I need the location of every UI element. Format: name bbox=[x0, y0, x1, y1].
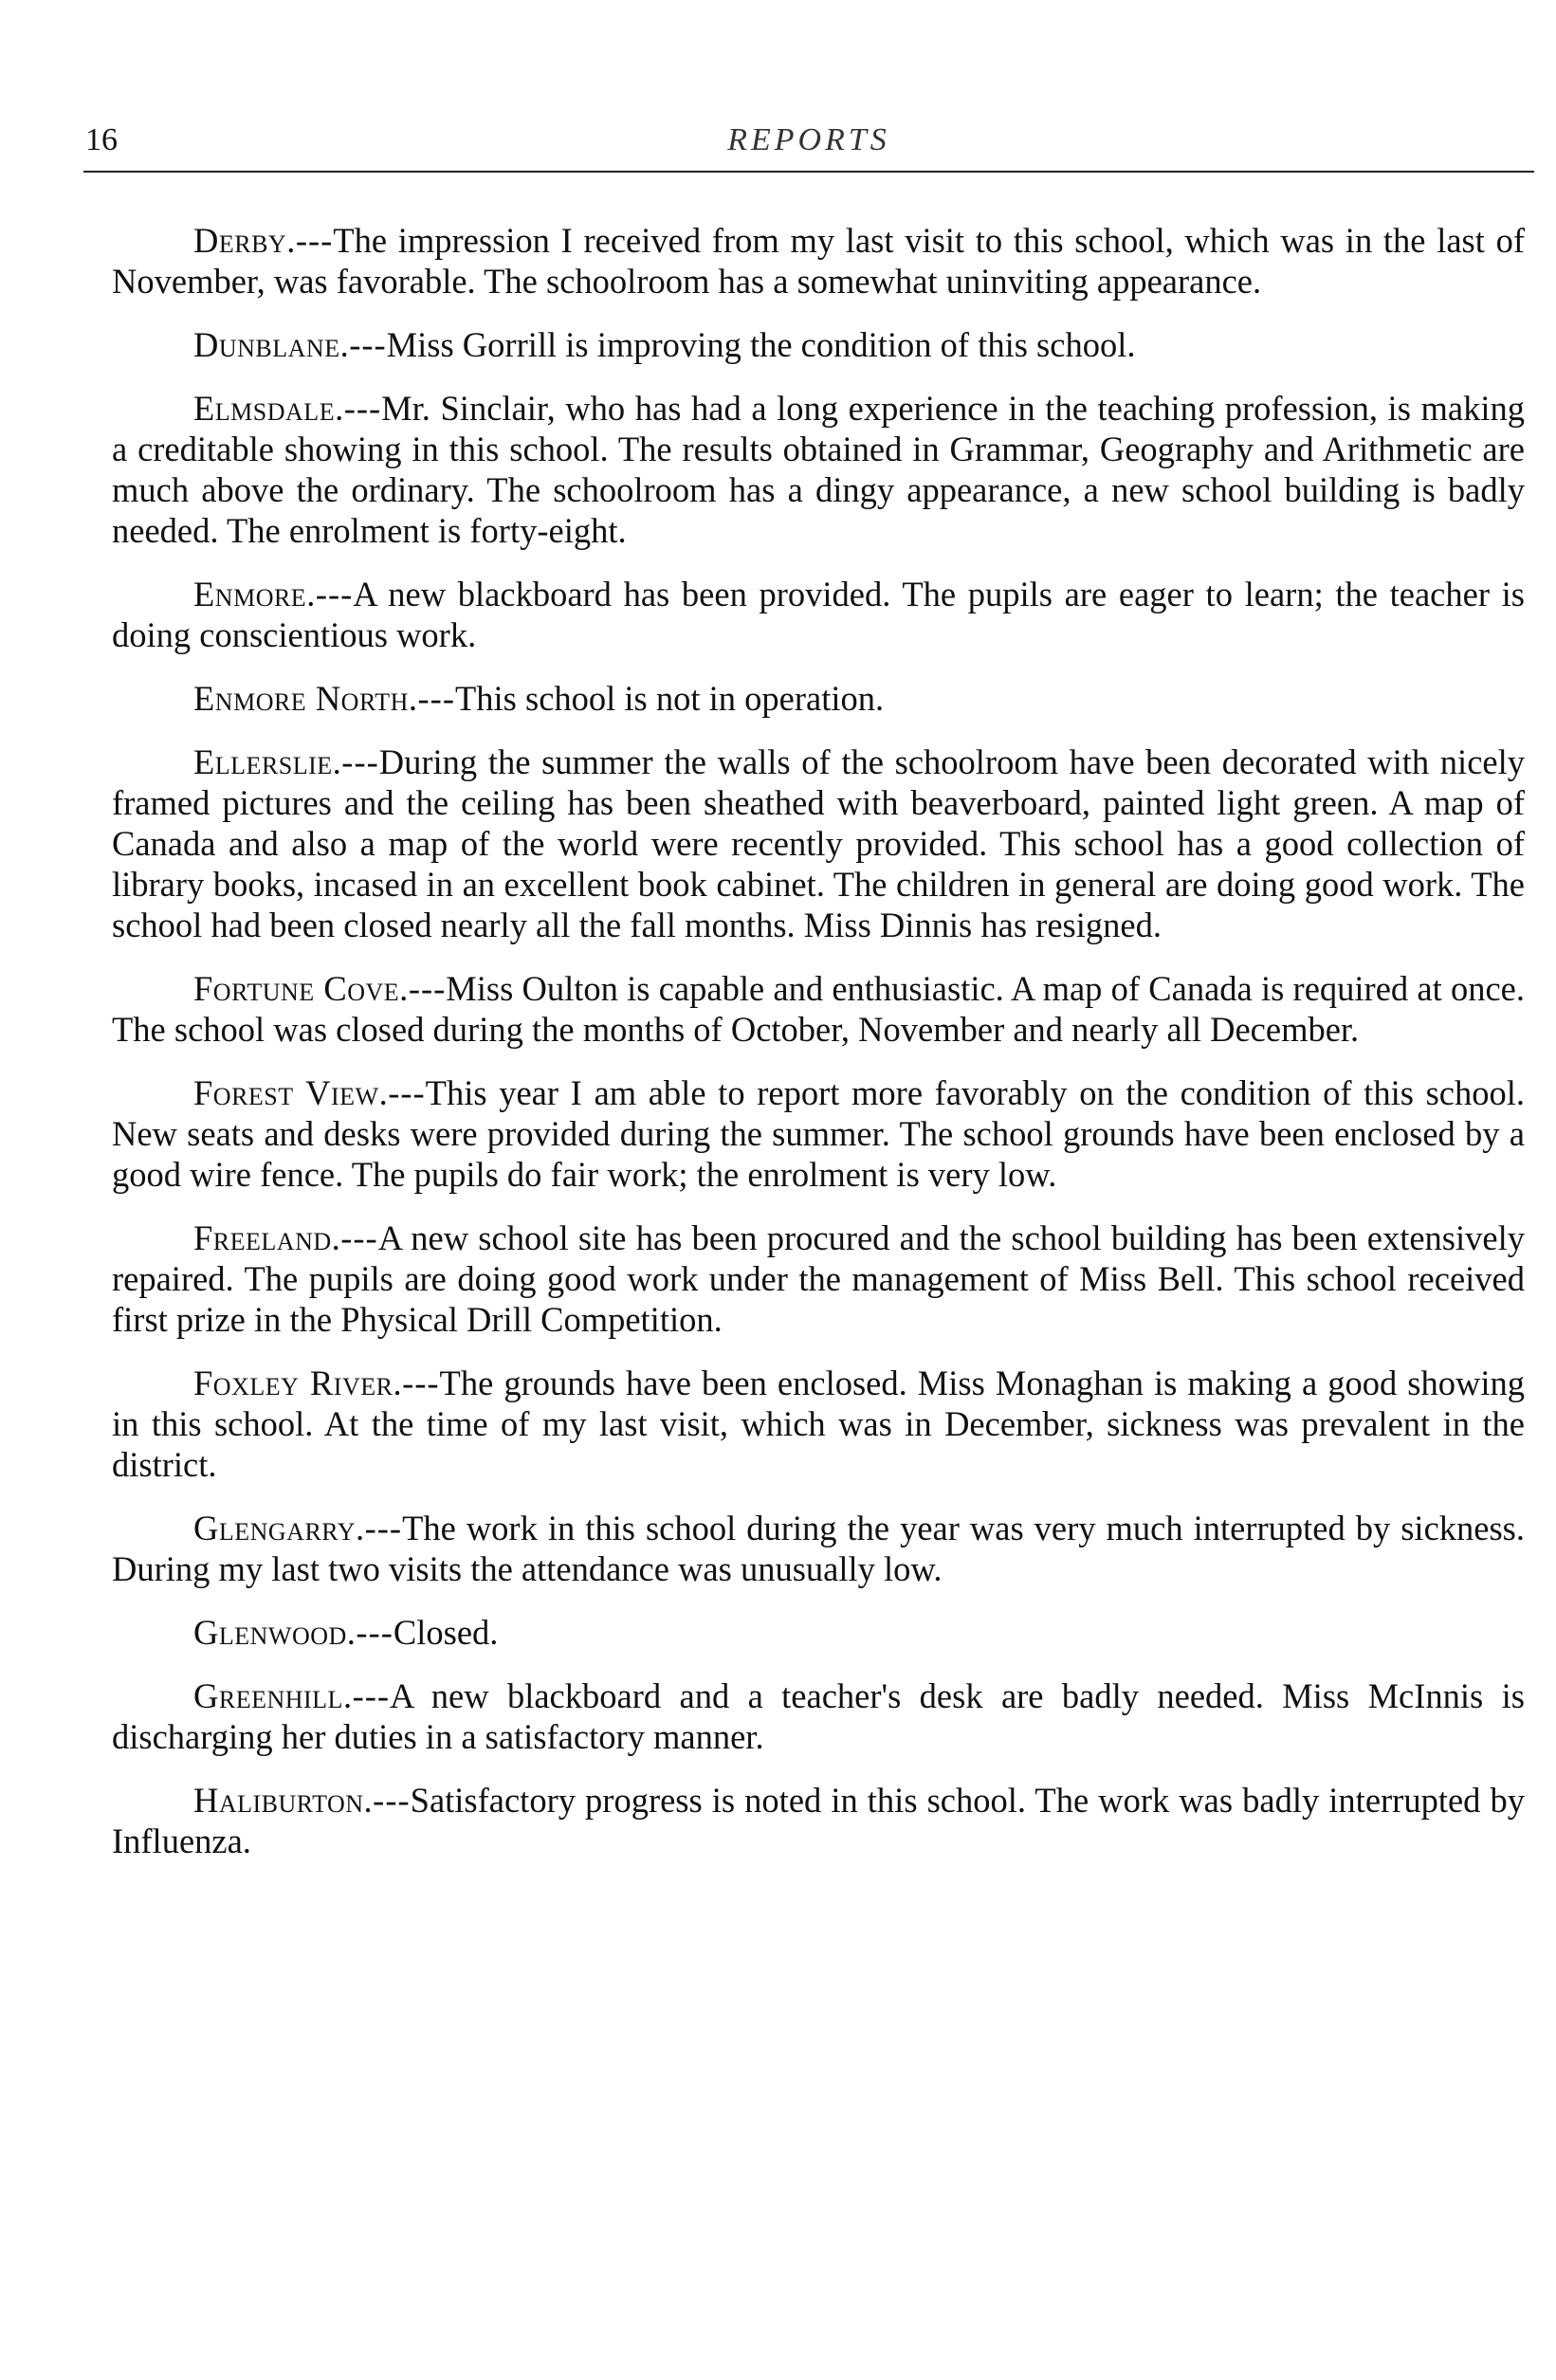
entry-text: This year I am able to report more favorably on the condition of this school. New seats and desks were provided during the summer. The school grounds have been enclosed by a good wire fence. The pupils do fair work; the enrolment is very low. bbox=[112, 1073, 1525, 1194]
place-name: Foxley River. bbox=[193, 1364, 403, 1402]
em-dash: --- bbox=[388, 1073, 426, 1112]
entry-forest-view bbox=[112, 1072, 1525, 1195]
header-rule bbox=[83, 171, 1534, 173]
entry-text: Miss Oulton is capable and enthusiastic. A map of Canada is required at once. The school was closed during the months of October, November and nearly all December. bbox=[112, 969, 1525, 1049]
place-name: Fortune Cove. bbox=[193, 969, 409, 1008]
entry-haliburton bbox=[112, 1780, 1525, 1861]
em-dash: --- bbox=[340, 1218, 378, 1257]
entry-dunblane bbox=[112, 324, 1525, 365]
entry-glenwood bbox=[112, 1612, 1525, 1653]
em-dash: --- bbox=[408, 969, 447, 1008]
entry-text: A new blackboard and a teacher's desk are badly needed. Miss McInnis is discharging her duties in a satisfactory manner. bbox=[112, 1676, 1525, 1756]
place-name: Dunblane. bbox=[193, 325, 350, 364]
em-dash: --- bbox=[295, 221, 334, 260]
em-dash: --- bbox=[343, 389, 382, 428]
em-dash: --- bbox=[356, 1613, 394, 1652]
entry-greenhill bbox=[112, 1675, 1525, 1757]
em-dash: --- bbox=[349, 325, 387, 364]
page-header bbox=[83, 121, 1534, 174]
place-name: Enmore. bbox=[193, 575, 316, 613]
em-dash: --- bbox=[364, 1509, 403, 1547]
entry-text: Closed. bbox=[393, 1613, 499, 1652]
place-name: Glengarry. bbox=[193, 1509, 365, 1547]
entry-text: A new blackboard has been provided. The pupils are eager to learn; the teacher is doing conscientious work. bbox=[112, 575, 1525, 654]
report-body bbox=[112, 220, 1525, 1884]
em-dash: --- bbox=[402, 1364, 440, 1402]
place-name: Enmore North. bbox=[193, 679, 418, 718]
place-name: Glenwood. bbox=[193, 1613, 357, 1652]
em-dash: --- bbox=[417, 679, 455, 718]
entry-foxley-river bbox=[112, 1363, 1525, 1485]
entry-derby bbox=[112, 220, 1525, 302]
place-name: Greenhill. bbox=[193, 1676, 353, 1715]
entry-text: Miss Gorrill is improving the condition of this school. bbox=[386, 325, 1136, 364]
entry-elmsdale bbox=[112, 388, 1525, 551]
entry-text: Satisfactory progress is noted in this school. The work was badly interrupted by Influenza. bbox=[112, 1781, 1525, 1860]
entry-enmore-north bbox=[112, 678, 1525, 719]
entry-text: The grounds have been enclosed. Miss Monaghan is making a good showing in this school. At the time of my last visit, which was in December, sickness was prevalent in the district. bbox=[112, 1364, 1525, 1484]
place-name: Freeland. bbox=[193, 1218, 341, 1257]
page-number: 16 bbox=[85, 122, 118, 157]
place-name: Elmsdale. bbox=[193, 389, 344, 428]
em-dash: --- bbox=[373, 1781, 411, 1820]
place-name: Haliburton. bbox=[193, 1781, 374, 1820]
place-name: Derby. bbox=[193, 221, 296, 260]
running-head: REPORTS bbox=[727, 122, 890, 157]
entry-text: A new school site has been procured and the school building has been extensively repaired. The pupils are doing good work under the management of Miss Bell. This school received first prize in the Physical Drill Competition. bbox=[112, 1218, 1525, 1339]
entry-fortune-cove bbox=[112, 968, 1525, 1050]
em-dash: --- bbox=[315, 575, 354, 613]
entry-enmore bbox=[112, 574, 1525, 655]
entry-text: The impression I received from my last visit to this school, which was in the last of November, was favorable. The schoolroom has a somewhat uninviting appearance. bbox=[112, 221, 1525, 301]
entry-text: This school is not in operation. bbox=[454, 679, 885, 718]
place-name: Ellerslie. bbox=[193, 742, 342, 781]
em-dash: --- bbox=[341, 742, 379, 781]
entry-freeland bbox=[112, 1217, 1525, 1340]
em-dash: --- bbox=[352, 1676, 391, 1715]
entry-text: The work in this school during the year was very much interrupted by sickness. During my last two visits the attendance was unusually low. bbox=[112, 1509, 1525, 1588]
entry-ellerslie bbox=[112, 741, 1525, 945]
entry-text: During the summer the walls of the schoolroom have been decorated with nicely framed pictures and the ceiling has been sheathed with beaverboard, painted light green. A map of Canada and also a map of the world were recently provided. This school has a good collection of library books, incased in an excellent book cabinet. The children in general are doing good work. The school had been closed nearly all the fall months. Miss Dinnis has resigned. bbox=[112, 742, 1525, 944]
entry-text: Mr. Sinclair, who has had a long experience in the teaching profession, is making a creditable showing in this school. The results obtained in Grammar, Geography and Arithmetic are much above the ordinary. The schoolroom has a dingy appearance, a new school building is badly needed. The enrolment is forty-eight. bbox=[112, 389, 1525, 550]
place-name: Forest View. bbox=[193, 1073, 389, 1112]
entry-glengarry bbox=[112, 1508, 1525, 1589]
